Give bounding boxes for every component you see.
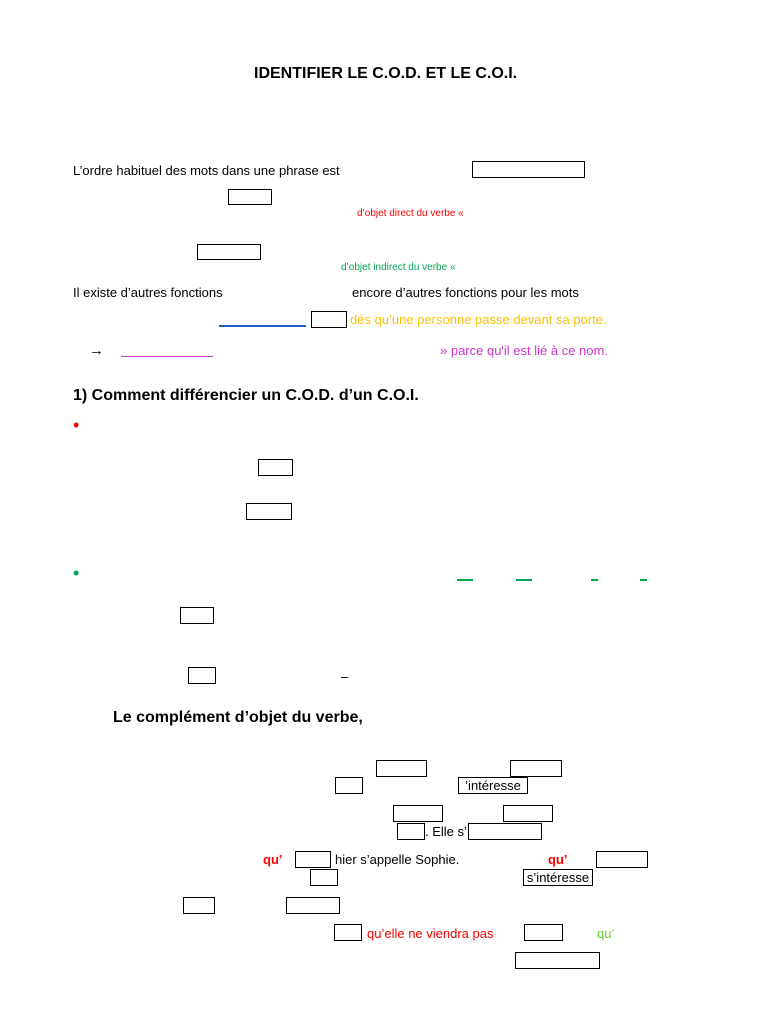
blank-box[interactable] (515, 952, 600, 969)
blank-box[interactable] (286, 897, 340, 914)
cod-note: d’objet direct du verbe « (357, 208, 464, 219)
qu-red-1: qu’ (263, 852, 283, 867)
page-title: IDENTIFIER LE C.O.D. ET LE C.O.I. (254, 65, 518, 82)
blank-box[interactable] (393, 805, 443, 822)
intro-line-1: L’ordre habituel des mots dans une phrase est (73, 163, 340, 178)
blank-box[interactable] (310, 869, 338, 886)
blank-box[interactable] (503, 805, 553, 822)
elle-s-text: . Elle s’ (425, 824, 467, 839)
blank-box[interactable] (258, 459, 293, 476)
blank-box[interactable] (524, 924, 563, 941)
blank-box[interactable] (183, 897, 215, 914)
other-functions-left: Il existe d’autres fonctions (73, 285, 223, 300)
green-dash-2 (516, 579, 532, 581)
yellow-example: dès qu’une personne passe devant sa porte. (350, 312, 607, 327)
bullet-red: • (73, 415, 80, 435)
magenta-example: » parce qu'il est lié à ce nom. (440, 343, 608, 358)
blank-box[interactable] (228, 189, 272, 205)
blank-box[interactable] (335, 777, 363, 794)
blank-box[interactable] (596, 851, 648, 868)
blank-box[interactable] (197, 244, 261, 260)
arrow-icon: → (89, 342, 104, 359)
dash: – (341, 669, 349, 684)
quelle-text: qu’elle ne viendra pas (367, 926, 494, 941)
hier-text: hier s’appelle Sophie. (335, 852, 460, 867)
blank-box[interactable] (334, 924, 362, 941)
blank-box[interactable] (397, 823, 425, 840)
qu-red-2: qu’ (548, 852, 568, 867)
bullet-green: • (73, 563, 80, 583)
blank-box[interactable] (188, 667, 216, 684)
blank-box[interactable] (180, 607, 214, 624)
blank-box[interactable] (295, 851, 331, 868)
blank-box[interactable] (376, 760, 427, 777)
box-interesse: ’intéresse (458, 777, 528, 794)
blank-underline-magenta[interactable] (121, 356, 213, 357)
blank-underline-blue[interactable] (219, 325, 306, 327)
qu-green: qu’ (597, 926, 615, 941)
green-dash-4 (640, 579, 647, 581)
blank-box[interactable] (468, 823, 542, 840)
other-functions-right: encore d’autres fonctions pour les mots (352, 285, 579, 300)
blank-box[interactable] (472, 161, 585, 178)
green-dash-1 (457, 579, 473, 581)
blank-box[interactable] (246, 503, 292, 520)
blank-box[interactable] (510, 760, 562, 777)
section-2-heading: Le complément d’objet du verbe, (113, 709, 363, 726)
blank-box[interactable] (311, 311, 347, 328)
section-1-heading: 1) Comment différencier un C.O.D. d’un C.O.I. (73, 387, 419, 404)
green-dash-3 (591, 579, 598, 581)
coi-note: d’objet indirect du verbe « (341, 262, 456, 273)
box-sinteresse: s’intéresse (523, 869, 593, 886)
